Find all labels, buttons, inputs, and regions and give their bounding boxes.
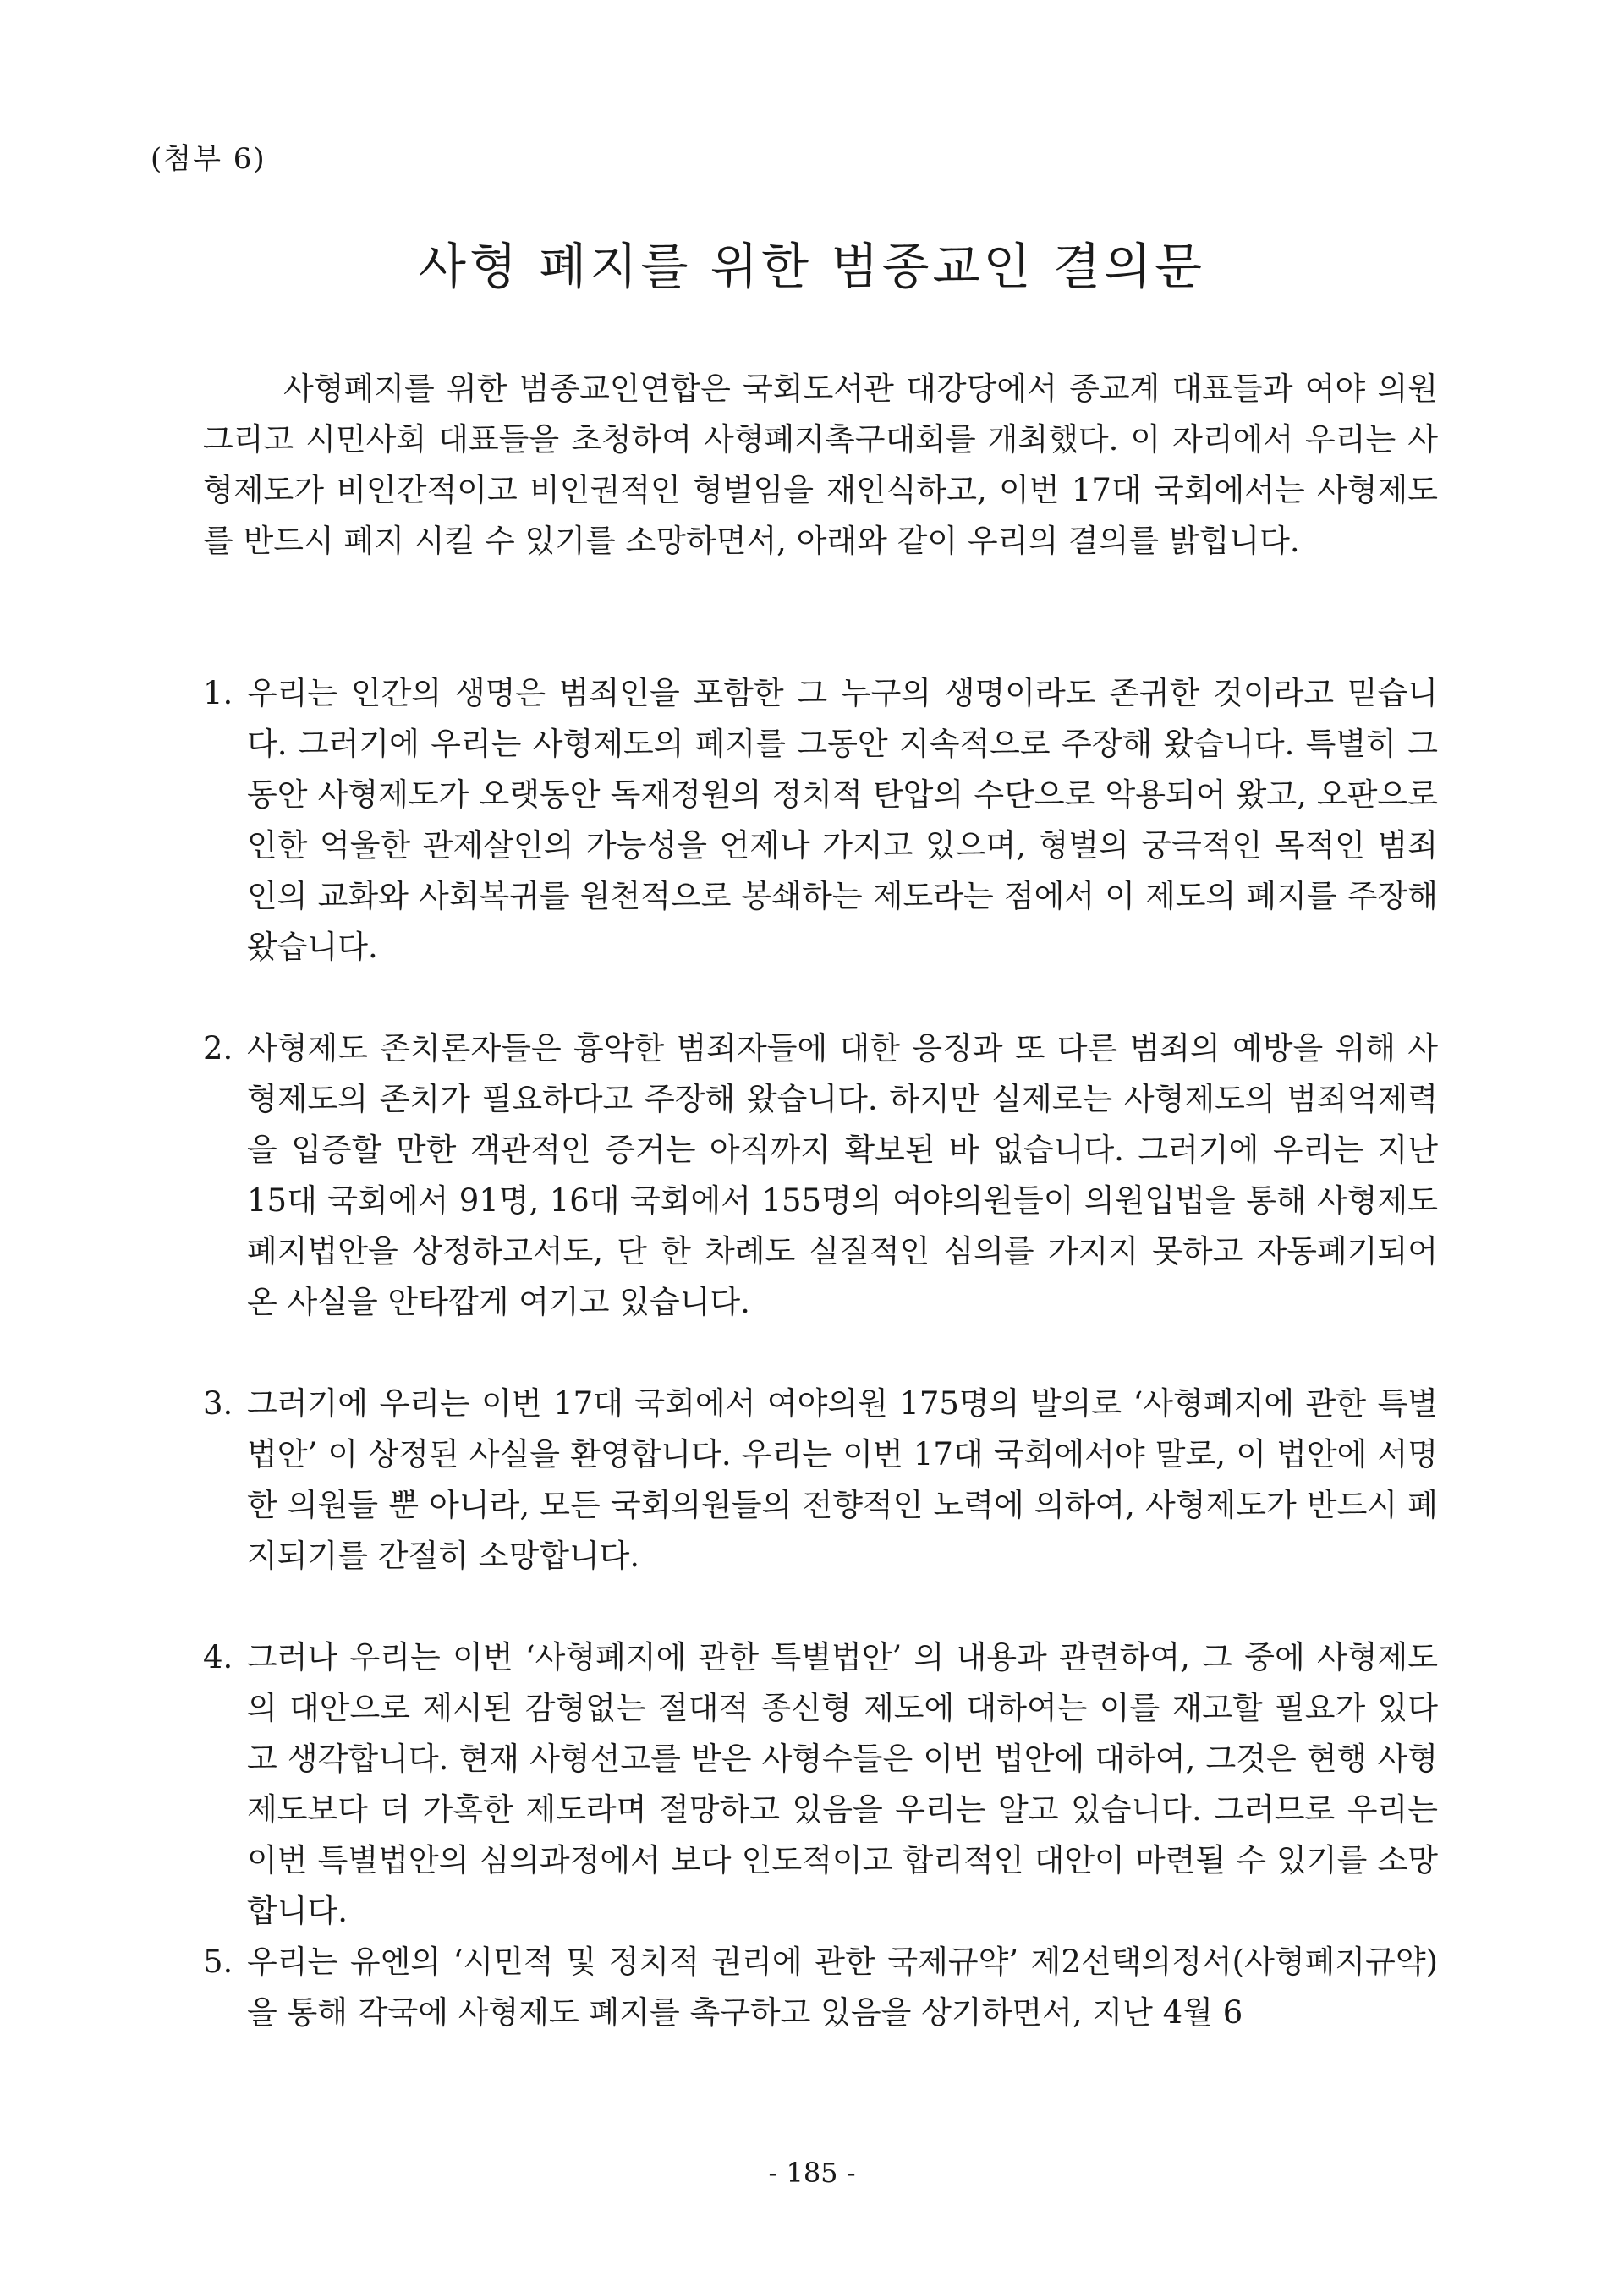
resolution-item-4 — [203, 1632, 1438, 1937]
resolution-item-3 — [203, 1379, 1438, 1582]
page-number: - 185 - — [768, 2157, 856, 2189]
resolution-item-5 — [203, 1937, 1438, 2038]
page-title: 사형 폐지를 위한 범종교인 결의문 — [418, 238, 1206, 295]
item-number: 2. — [203, 1030, 233, 1066]
item-number: 3. — [203, 1385, 233, 1422]
item-number: 1. — [203, 675, 233, 711]
item-text: 우리는 유엔의 ‘시민적 및 정치적 권리에 관한 국제규약’ 제2선택의정서(사형폐지규약)을 통해 각국에 사형제도 폐지를 촉구하고 있음을 상기하면서, 지난 4월 6 — [247, 1944, 1438, 2031]
item-number: 4. — [203, 1639, 233, 1675]
item-text: 사형제도 존치론자들은 흉악한 범죄자들에 대한 응징과 또 다른 범죄의 예방을 위해 사형제도의 존치가 필요하다고 주장해 왔습니다. 하지만 실제로는 사형제도의 범죄억제력을 입증할 만한 객관적인 증거는 아직까지 확보된 바 없습니다. 그러기에 우리는 지난 15대 국회에서 91명, 16대 국회에서 155명의 여야의원들이 의원입법을 통해 사형제도폐지법안을 상정하고서도, 단 한 차례도 실질적인 심의를 가지지 못하고 자동폐기되어 온 사실을 안타깝게 여기고 있습니다. — [247, 1030, 1438, 1320]
item-text: 그러나 우리는 이번 ‘사형폐지에 관한 특별법안’ 의 내용과 관련하여, 그 중에 사형제도의 대안으로 제시된 감형없는 절대적 종신형 제도에 대하여는 이를 재고할 필요가 있다고 생각합니다. 현재 사형선고를 받은 사형수들은 이번 법안에 대하여, 그것은 현행 사형제도보다 더 가혹한 제도라며 절망하고 있음을 우리는 알고 있습니다. 그러므로 우리는 이번 특별법안의 심의과정에서 보다 인도적이고 합리적인 대안이 마련될 수 있기를 소망합니다. — [247, 1639, 1438, 1929]
item-number: 5. — [203, 1944, 233, 1980]
resolution-item-2 — [203, 1023, 1438, 1328]
attachment-label: (첨부 6) — [151, 142, 266, 176]
item-text: 그러기에 우리는 이번 17대 국회에서 여야의원 175명의 발의로 ‘사형폐지에 관한 특별법안’ 이 상정된 사실을 환영합니다. 우리는 이번 17대 국회에서야 말로, 이 법안에 서명한 의원들 뿐 아니라, 모든 국회의원들의 전향적인 노력에 의하여, 사형제도가 반드시 폐지되기를 간절히 소망합니다. — [247, 1385, 1438, 1574]
intro-paragraph: 사형폐지를 위한 범종교인연합은 국회도서관 대강당에서 종교계 대표들과 여야 의원 그리고 시민사회 대표들을 초청하여 사형폐지촉구대회를 개최했다. 이 자리에서 우리는 사형제도가 비인간적이고 비인권적인 형벌임을 재인식하고, 이번 17대 국회에서는 사형제도를 반드시 폐지 시킬 수 있기를 소망하면서, 아래와 같이 우리의 결의를 밝힙니다. — [203, 370, 1438, 559]
item-text: 우리는 인간의 생명은 범죄인을 포함한 그 누구의 생명이라도 존귀한 것이라고 믿습니다. 그러기에 우리는 사형제도의 폐지를 그동안 지속적으로 주장해 왔습니다. 특별히 그동안 사형제도가 오랫동안 독재정원의 정치적 탄압의 수단으로 악용되어 왔고, 오판으로 인한 억울한 관제살인의 가능성을 언제나 가지고 있으며, 형벌의 궁극적인 목적인 범죄인의 교화와 사회복귀를 원천적으로 봉쇄하는 제도라는 점에서 이 제도의 폐지를 주장해 왔습니다. — [247, 675, 1438, 965]
resolution-item-1 — [203, 668, 1438, 973]
